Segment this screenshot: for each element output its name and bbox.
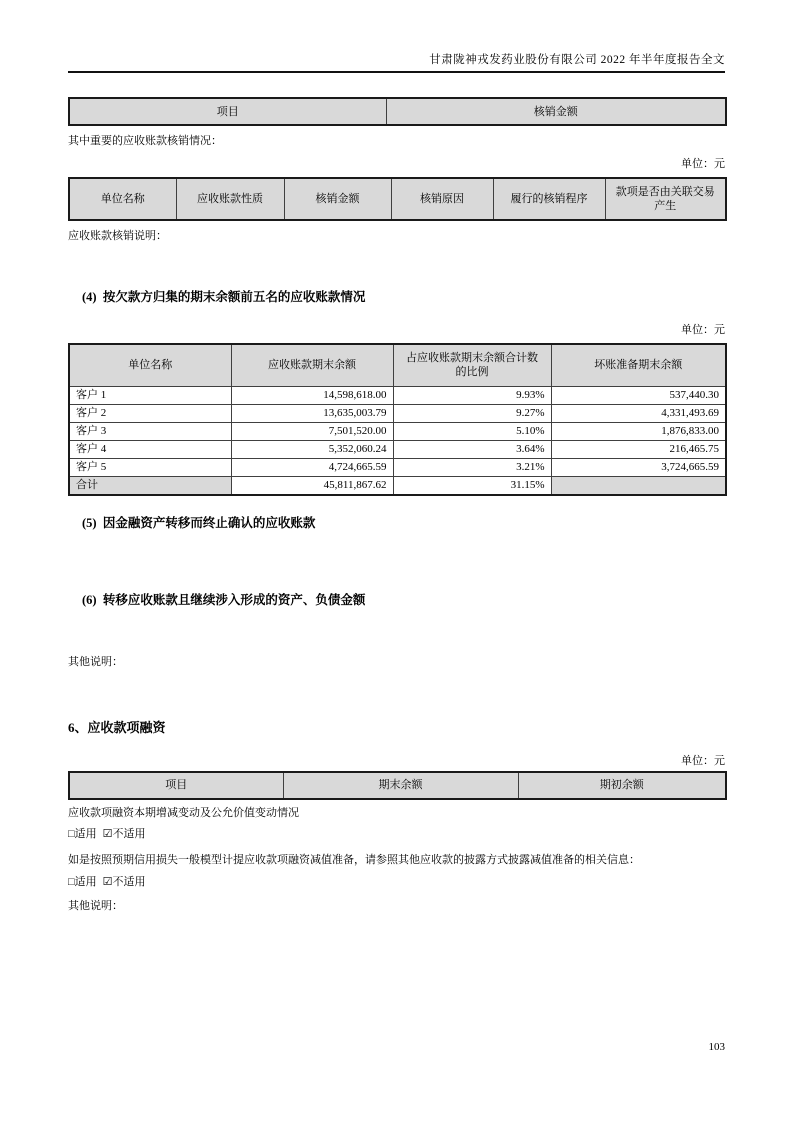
cell-bad-debt-provision: 4,331,493.69 xyxy=(551,404,726,422)
applicability-row xyxy=(68,875,725,890)
header-cell-writeoff-reason: 核销原因 xyxy=(391,178,493,220)
table-row xyxy=(69,458,726,476)
cell-total-bad-debt-provision xyxy=(551,476,726,495)
header-cell-ending-balance: 应收账款期末余额 xyxy=(231,344,393,386)
header-rule xyxy=(68,71,725,73)
cell-customer: 客户 1 xyxy=(69,386,231,404)
writeoff-amount-table xyxy=(68,97,727,126)
header-cell-bad-debt-provision: 坏账准备期末余额 xyxy=(551,344,726,386)
cell-bad-debt-provision: 537,440.30 xyxy=(551,386,726,404)
cell-proportion: 3.21% xyxy=(393,458,551,476)
table-header-row xyxy=(69,98,726,125)
page-number: 103 xyxy=(708,1041,725,1053)
header-cell-writeoff-amount: 核销金额 xyxy=(284,178,391,220)
cell-ending-balance: 5,352,060.24 xyxy=(231,440,393,458)
cell-total-proportion: 31.15% xyxy=(393,476,551,495)
unit-label: 单位：元 xyxy=(681,754,725,767)
cell-customer: 客户 3 xyxy=(69,422,231,440)
applicable-label: 适用 xyxy=(74,827,97,840)
cell-ending-balance: 13,635,003.79 xyxy=(231,404,393,422)
header-cell-related-party: 款项是否由关联交易产生 xyxy=(605,178,726,220)
total-row xyxy=(69,476,726,495)
applicability-row xyxy=(68,827,725,842)
header-cell-unit-name: 单位名称 xyxy=(69,178,176,220)
header-cell-item: 项目 xyxy=(69,98,386,125)
cell-bad-debt-provision: 216,465.75 xyxy=(551,440,726,458)
header-cell-ending-balance: 期末余额 xyxy=(283,772,518,799)
top5-receivables-table xyxy=(68,343,727,496)
cell-total-ending-balance: 45,811,867.62 xyxy=(231,476,393,495)
header-cell-beginning-balance: 期初余额 xyxy=(518,772,726,799)
cell-ending-balance: 4,724,665.59 xyxy=(231,458,393,476)
cell-ending-balance: 7,501,520.00 xyxy=(231,422,393,440)
checkbox-checked-icon: ☑ xyxy=(102,827,113,840)
report-header-title: 甘肃陇神戎发药业股份有限公司 2022 年半年度报告全文 xyxy=(429,54,725,66)
other-note: 其他说明： xyxy=(68,899,123,912)
table-header-row xyxy=(69,178,726,220)
cell-bad-debt-provision: 3,724,665.59 xyxy=(551,458,726,476)
receivable-financing-heading: 6、应收款项融资 xyxy=(68,719,166,735)
section4-heading: (4) 按欠款方归集的期末余额前五名的应收账款情况 xyxy=(82,290,366,304)
writeoff-detail-table xyxy=(68,177,727,221)
header-cell-unit-name: 单位名称 xyxy=(69,344,231,386)
cell-total-label: 合计 xyxy=(69,476,231,495)
receivable-financing-table xyxy=(68,771,727,800)
section6-heading: (6) 转移应收账款且继续涉入形成的资产、负债金额 xyxy=(82,592,366,607)
header-cell-proportion: 占应收账款期末余额合计数的比例 xyxy=(393,344,551,386)
header-cell-writeoff-amount: 核销金额 xyxy=(386,98,726,125)
cell-proportion: 9.93% xyxy=(393,386,551,404)
cell-proportion: 5.10% xyxy=(393,422,551,440)
cell-ending-balance: 14,598,618.00 xyxy=(231,386,393,404)
section5-heading: (5) 因金融资产转移而终止确认的应收账款 xyxy=(82,515,316,530)
table-row xyxy=(69,404,726,422)
cell-proportion: 9.27% xyxy=(393,404,551,422)
header-cell-item: 项目 xyxy=(69,772,283,799)
cell-customer: 客户 5 xyxy=(69,458,231,476)
cell-bad-debt-provision: 1,876,833.00 xyxy=(551,422,726,440)
table-row xyxy=(69,440,726,458)
table-header-row xyxy=(69,344,726,386)
cell-customer: 客户 2 xyxy=(69,404,231,422)
other-note: 其他说明： xyxy=(68,655,123,668)
table-header-row xyxy=(69,772,726,799)
cell-customer: 客户 4 xyxy=(69,440,231,458)
checkbox-unchecked-icon: □ xyxy=(68,827,75,840)
not-applicable-label: 不适用 xyxy=(112,827,146,840)
applicable-label: 适用 xyxy=(74,875,97,888)
impairment-note: 如是按照预期信用损失一般模型计提应收款项融资减值准备，请参照其他应收款的披露方式披露减值准备的相关信息： xyxy=(68,853,640,866)
unit-label: 单位：元 xyxy=(681,158,725,170)
unit-label: 单位：元 xyxy=(681,324,725,336)
page-content xyxy=(0,53,793,914)
writeoff-explain-note: 应收账款核销说明： xyxy=(68,230,167,242)
header-cell-writeoff-procedure: 履行的核销程序 xyxy=(493,178,605,220)
important-writeoff-note: 其中重要的应收账款核销情况： xyxy=(68,135,222,147)
not-applicable-label: 不适用 xyxy=(112,875,146,888)
checkbox-checked-icon: ☑ xyxy=(102,875,113,888)
financing-change-note: 应收款项融资本期增减变动及公允价值变动情况 xyxy=(68,806,299,819)
cell-proportion: 3.64% xyxy=(393,440,551,458)
header-cell-receivable-nature: 应收账款性质 xyxy=(176,178,284,220)
table-row xyxy=(69,422,726,440)
checkbox-unchecked-icon: □ xyxy=(68,875,75,888)
table-row xyxy=(69,386,726,404)
